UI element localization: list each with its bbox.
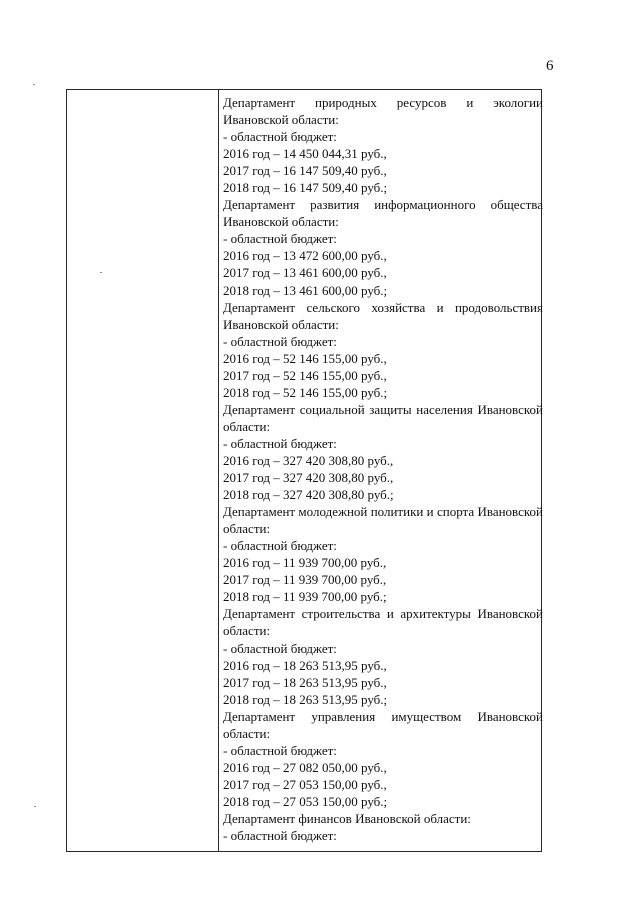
year-amount: 2018 год – 27 053 150,00 руб.; <box>223 793 388 809</box>
year-amount: 2017 год – 11 939 700,00 руб., <box>223 572 387 588</box>
department-block <box>223 810 543 844</box>
scan-speck <box>33 84 35 85</box>
budget-label: - областной бюджет: <box>223 333 337 349</box>
budget-label: - областной бюджет: <box>223 538 337 554</box>
department-name: Департамент развития информационного общества <box>223 197 543 213</box>
year-amount: 2018 год – 18 263 513,95 руб.; <box>223 691 388 707</box>
department-name-cont: области: <box>223 725 271 741</box>
scan-speck <box>100 272 102 273</box>
department-name: Департамент финансов Ивановской области: <box>223 810 471 826</box>
budget-label: - областной бюджет: <box>223 828 337 844</box>
department-block <box>223 708 543 810</box>
funding-table <box>66 89 542 852</box>
year-amount: 2016 год – 14 450 044,31 руб., <box>223 146 387 162</box>
department-name-cont: области: <box>223 418 271 434</box>
department-name-cont: Ивановской области: <box>223 214 339 230</box>
department-name-cont: области: <box>223 623 271 639</box>
year-amount: 2017 год – 18 263 513,95 руб., <box>223 674 387 690</box>
budget-label: - областной бюджет: <box>223 742 337 758</box>
department-block <box>223 401 543 503</box>
year-amount: 2018 год – 52 146 155,00 руб.; <box>223 384 388 400</box>
year-amount: 2017 год – 16 147 509,40 руб., <box>223 163 387 179</box>
year-amount: 2018 год – 13 461 600,00 руб.; <box>223 282 388 298</box>
year-amount: 2016 год – 27 082 050,00 руб., <box>223 759 387 775</box>
scan-speck <box>34 806 36 807</box>
year-amount: 2017 год – 13 461 600,00 руб., <box>223 265 387 281</box>
department-block <box>223 503 543 605</box>
department-name: Департамент сельского хозяйства и продовольствия <box>223 299 543 315</box>
year-amount: 2016 год – 327 420 308,80 руб., <box>223 452 394 468</box>
budget-label: - областной бюджет: <box>223 435 337 451</box>
department-name: Департамент молодежной политики и спорта Ивановской <box>223 504 543 520</box>
budget-label: - областной бюджет: <box>223 231 337 247</box>
budget-label: - областной бюджет: <box>223 129 337 145</box>
year-amount: 2016 год – 18 263 513,95 руб., <box>223 657 387 673</box>
year-amount: 2016 год – 52 146 155,00 руб., <box>223 350 387 366</box>
department-name-cont: Ивановской области: <box>223 112 339 128</box>
year-amount: 2018 год – 327 420 308,80 руб.; <box>223 487 394 503</box>
department-name: Департамент социальной защиты населения Ивановской <box>223 401 543 417</box>
funding-cell <box>223 94 543 844</box>
year-amount: 2017 год – 327 420 308,80 руб., <box>223 470 394 486</box>
column-divider <box>218 90 219 851</box>
department-block <box>223 196 543 298</box>
year-amount: 2016 год – 11 939 700,00 руб., <box>223 555 387 571</box>
budget-label: - областной бюджет: <box>223 640 337 656</box>
department-block <box>223 94 543 196</box>
department-name-cont: области: <box>223 521 271 537</box>
department-name: Департамент управления имуществом Ивановской <box>223 708 543 724</box>
year-amount: 2016 год – 13 472 600,00 руб., <box>223 248 387 264</box>
year-amount: 2018 год – 16 147 509,40 руб.; <box>223 180 388 196</box>
year-amount: 2017 год – 27 053 150,00 руб., <box>223 776 387 792</box>
department-block <box>223 605 543 707</box>
department-block <box>223 299 543 401</box>
year-amount: 2018 год – 11 939 700,00 руб.; <box>223 589 387 605</box>
department-name-cont: Ивановской области: <box>223 316 339 332</box>
department-name: Департамент природных ресурсов и экологии <box>223 95 543 110</box>
page-number: 6 <box>546 58 554 74</box>
department-name: Департамент строительства и архитектуры Ивановской <box>223 606 543 622</box>
year-amount: 2017 год – 52 146 155,00 руб., <box>223 367 387 383</box>
